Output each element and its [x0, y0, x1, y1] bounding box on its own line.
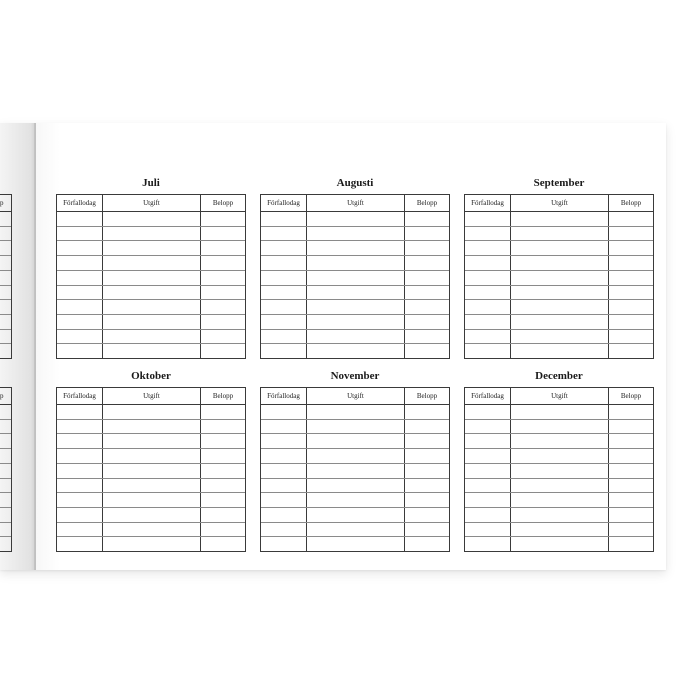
- due-date-cell: [57, 493, 103, 507]
- ledger-row: [261, 434, 449, 449]
- ledger-header-row: [57, 195, 245, 212]
- ledger-row: [465, 315, 653, 330]
- due-date-cell: [465, 212, 511, 226]
- ledger-header-row: [57, 388, 245, 405]
- due-date-cell: [261, 227, 307, 241]
- ledger-row: [261, 212, 449, 227]
- ledger-row: [57, 300, 245, 315]
- ledger-row: [57, 256, 245, 271]
- ledger-row: [465, 212, 653, 227]
- expense-cell: [103, 493, 201, 507]
- due-date-header: Förfallodag: [261, 388, 307, 404]
- expense-cell: [103, 286, 201, 300]
- due-date-header: Förfallodag: [57, 388, 103, 404]
- ledger-table: [56, 194, 246, 359]
- amount-cell: [405, 449, 449, 463]
- expense-cell: [103, 212, 201, 226]
- ledger-row: [465, 523, 653, 538]
- ledger-row: [57, 493, 245, 508]
- ledger-row: [261, 449, 449, 464]
- due-date-cell: [465, 271, 511, 285]
- expense-cell: [511, 523, 609, 537]
- expense-cell: [103, 344, 201, 358]
- due-date-cell: [57, 271, 103, 285]
- amount-cell: [201, 227, 245, 241]
- expense-cell: [511, 300, 609, 314]
- amount-cell: [201, 479, 245, 493]
- amount-cell: [201, 300, 245, 314]
- amount-cell: [201, 344, 245, 358]
- expense-cell: [511, 537, 609, 551]
- amount-cell: [609, 537, 653, 551]
- expense-cell: [307, 315, 405, 329]
- amount-cell: [201, 493, 245, 507]
- expense-cell: [511, 508, 609, 522]
- ledger-header-row: [261, 195, 449, 212]
- ledger-row: [261, 241, 449, 256]
- ledger-row: [57, 227, 245, 242]
- ledger-row: [57, 344, 245, 358]
- due-date-cell: [261, 271, 307, 285]
- due-date-cell: [57, 420, 103, 434]
- ledger-row: [261, 537, 449, 551]
- amount-cell: [405, 464, 449, 478]
- amount-cell: [405, 241, 449, 255]
- expense-cell: [511, 286, 609, 300]
- amount-cell: [609, 286, 653, 300]
- due-date-cell: [261, 420, 307, 434]
- expense-cell: [103, 537, 201, 551]
- month-title: November: [330, 370, 380, 382]
- expense-cell: [307, 300, 405, 314]
- amount-cell: [201, 434, 245, 448]
- left-page-header-fragment: p: [0, 195, 11, 212]
- ledger-row: [57, 479, 245, 494]
- ledger-table: [260, 387, 450, 552]
- due-date-cell: [261, 330, 307, 344]
- amount-cell: [609, 434, 653, 448]
- due-date-cell: [465, 523, 511, 537]
- left-page-ledger-bottom: [0, 387, 12, 552]
- ledger-table: [464, 387, 654, 552]
- expense-header: Utgift: [307, 388, 405, 404]
- amount-cell: [201, 405, 245, 419]
- expense-cell: [307, 479, 405, 493]
- ledger-row: [57, 523, 245, 538]
- expense-header: Utgift: [103, 195, 201, 211]
- amount-cell: [609, 271, 653, 285]
- expense-cell: [103, 315, 201, 329]
- amount-cell: [609, 493, 653, 507]
- due-date-cell: [57, 464, 103, 478]
- left-page-header-fragment: p: [0, 388, 11, 405]
- amount-cell: [405, 256, 449, 270]
- amount-cell: [201, 315, 245, 329]
- amount-cell: [609, 508, 653, 522]
- expense-cell: [307, 286, 405, 300]
- due-date-cell: [57, 479, 103, 493]
- expense-cell: [103, 464, 201, 478]
- due-date-header: Förfallodag: [465, 388, 511, 404]
- month-title: Augusti: [336, 177, 374, 189]
- ledger-row: [261, 405, 449, 420]
- amount-cell: [405, 271, 449, 285]
- ledger-row: [57, 330, 245, 345]
- expense-cell: [511, 256, 609, 270]
- month-title: Juli: [142, 177, 160, 189]
- expense-cell: [103, 434, 201, 448]
- expense-cell: [103, 508, 201, 522]
- expense-cell: [307, 508, 405, 522]
- due-date-cell: [57, 286, 103, 300]
- ledger-row: [465, 271, 653, 286]
- ledger-row: [261, 479, 449, 494]
- amount-cell: [201, 241, 245, 255]
- amount-cell: [201, 449, 245, 463]
- ledger-row: [465, 479, 653, 494]
- ledger-row: [261, 330, 449, 345]
- ledger-row: [261, 344, 449, 358]
- expense-cell: [307, 420, 405, 434]
- amount-cell: [405, 523, 449, 537]
- due-date-cell: [465, 420, 511, 434]
- amount-cell: [405, 286, 449, 300]
- due-date-cell: [57, 508, 103, 522]
- amount-cell: [201, 508, 245, 522]
- ledger-row: [57, 508, 245, 523]
- ledger-row: [261, 315, 449, 330]
- amount-cell: [201, 271, 245, 285]
- expense-header: Utgift: [511, 388, 609, 404]
- due-date-cell: [57, 330, 103, 344]
- expense-cell: [511, 241, 609, 255]
- amount-cell: [201, 330, 245, 344]
- due-date-cell: [261, 449, 307, 463]
- ledger-header-row: [465, 388, 653, 405]
- ledger-row: [57, 212, 245, 227]
- amount-header: Belopp: [416, 199, 438, 207]
- due-date-cell: [465, 405, 511, 419]
- ledger-row: [465, 434, 653, 449]
- month-title: September: [533, 177, 585, 189]
- expense-cell: [307, 434, 405, 448]
- expense-cell: [511, 344, 609, 358]
- expense-cell: [511, 464, 609, 478]
- ledger-row: [57, 464, 245, 479]
- expense-cell: [307, 330, 405, 344]
- due-date-cell: [57, 344, 103, 358]
- amount-cell: [201, 420, 245, 434]
- expense-cell: [307, 537, 405, 551]
- expense-header: Utgift: [307, 195, 405, 211]
- due-date-cell: [57, 523, 103, 537]
- due-date-cell: [261, 315, 307, 329]
- expense-cell: [511, 315, 609, 329]
- amount-cell: [609, 256, 653, 270]
- expense-cell: [307, 212, 405, 226]
- due-date-cell: [261, 537, 307, 551]
- expense-cell: [511, 434, 609, 448]
- expense-cell: [307, 493, 405, 507]
- expense-cell: [511, 271, 609, 285]
- due-date-header: Förfallodag: [57, 195, 103, 211]
- due-date-cell: [261, 464, 307, 478]
- amount-cell: [609, 330, 653, 344]
- expense-cell: [511, 420, 609, 434]
- expense-cell: [307, 523, 405, 537]
- amount-cell: [201, 212, 245, 226]
- month-title: December: [535, 370, 583, 382]
- amount-cell: [609, 405, 653, 419]
- due-date-cell: [465, 479, 511, 493]
- due-date-cell: [465, 464, 511, 478]
- amount-header: Belopp: [416, 392, 438, 400]
- due-date-cell: [465, 241, 511, 255]
- due-date-cell: [57, 449, 103, 463]
- expense-cell: [307, 227, 405, 241]
- ledger-row: [57, 241, 245, 256]
- ledger-row: [465, 344, 653, 358]
- due-date-cell: [465, 344, 511, 358]
- due-date-cell: [465, 449, 511, 463]
- amount-cell: [609, 300, 653, 314]
- ledger-row: [465, 330, 653, 345]
- due-date-cell: [465, 315, 511, 329]
- amount-cell: [609, 344, 653, 358]
- ledger-row: [465, 286, 653, 301]
- expense-cell: [307, 449, 405, 463]
- amount-cell: [201, 537, 245, 551]
- amount-cell: [201, 464, 245, 478]
- due-date-cell: [57, 256, 103, 270]
- expense-cell: [103, 449, 201, 463]
- amount-cell: [609, 449, 653, 463]
- expense-cell: [307, 271, 405, 285]
- ledger-table: [260, 194, 450, 359]
- amount-cell: [609, 241, 653, 255]
- amount-cell: [405, 315, 449, 329]
- due-date-cell: [57, 315, 103, 329]
- ledger-row: [261, 300, 449, 315]
- ledger-row: [465, 256, 653, 271]
- due-date-cell: [261, 344, 307, 358]
- ledger-row: [261, 523, 449, 538]
- expense-header: Utgift: [511, 195, 609, 211]
- due-date-cell: [261, 256, 307, 270]
- amount-header: Belopp: [212, 392, 234, 400]
- ledger-row: [261, 227, 449, 242]
- planner-spread: [0, 123, 666, 570]
- expense-cell: [307, 241, 405, 255]
- due-date-cell: [57, 405, 103, 419]
- ledger-row: [465, 300, 653, 315]
- due-date-cell: [57, 227, 103, 241]
- expense-cell: [103, 241, 201, 255]
- due-date-cell: [261, 300, 307, 314]
- expense-cell: [103, 300, 201, 314]
- ledger-row: [261, 286, 449, 301]
- ledger-row: [465, 227, 653, 242]
- ledger-row: [57, 420, 245, 435]
- due-date-cell: [261, 212, 307, 226]
- expense-cell: [511, 493, 609, 507]
- due-date-cell: [465, 434, 511, 448]
- due-date-header: Förfallodag: [261, 195, 307, 211]
- due-date-cell: [57, 300, 103, 314]
- due-date-cell: [465, 537, 511, 551]
- amount-cell: [405, 537, 449, 551]
- expense-cell: [103, 256, 201, 270]
- expense-cell: [511, 449, 609, 463]
- ledger-row: [261, 256, 449, 271]
- due-date-cell: [261, 434, 307, 448]
- due-date-cell: [465, 330, 511, 344]
- amount-cell: [405, 330, 449, 344]
- expense-cell: [103, 330, 201, 344]
- ledger-row: [57, 286, 245, 301]
- due-date-cell: [261, 508, 307, 522]
- amount-cell: [201, 256, 245, 270]
- ledger-row: [465, 241, 653, 256]
- amount-cell: [201, 286, 245, 300]
- amount-cell: [405, 212, 449, 226]
- expense-cell: [307, 344, 405, 358]
- due-date-cell: [465, 286, 511, 300]
- due-date-cell: [465, 227, 511, 241]
- ledger-header-row: [465, 195, 653, 212]
- expense-cell: [103, 420, 201, 434]
- due-date-cell: [261, 405, 307, 419]
- amount-header: Belopp: [212, 199, 234, 207]
- expense-cell: [103, 405, 201, 419]
- due-date-cell: [465, 508, 511, 522]
- ledger-row: [261, 420, 449, 435]
- expense-cell: [307, 405, 405, 419]
- ledger-header-row: [261, 388, 449, 405]
- expense-cell: [307, 256, 405, 270]
- due-date-header: Förfallodag: [465, 195, 511, 211]
- amount-header: Belopp: [620, 199, 642, 207]
- amount-cell: [405, 493, 449, 507]
- ledger-row: [465, 493, 653, 508]
- left-page: [0, 123, 36, 570]
- ledger-table: [56, 387, 246, 552]
- amount-cell: [405, 227, 449, 241]
- amount-cell: [609, 420, 653, 434]
- ledger-row: [57, 405, 245, 420]
- ledger-row: [465, 449, 653, 464]
- ledger-row: [57, 315, 245, 330]
- expense-cell: [511, 405, 609, 419]
- page-fold: [34, 123, 36, 570]
- expense-cell: [511, 479, 609, 493]
- due-date-cell: [261, 523, 307, 537]
- expense-cell: [511, 212, 609, 226]
- due-date-cell: [261, 286, 307, 300]
- ledger-row: [465, 508, 653, 523]
- expense-cell: [511, 330, 609, 344]
- due-date-cell: [465, 256, 511, 270]
- amount-cell: [405, 344, 449, 358]
- amount-cell: [405, 434, 449, 448]
- expense-cell: [103, 479, 201, 493]
- amount-cell: [609, 523, 653, 537]
- ledger-row: [465, 464, 653, 479]
- ledger-row: [57, 449, 245, 464]
- expense-cell: [103, 523, 201, 537]
- ledger-row: [465, 405, 653, 420]
- month-title: Oktober: [131, 370, 171, 382]
- due-date-cell: [465, 493, 511, 507]
- ledger-row: [465, 420, 653, 435]
- amount-header: Belopp: [620, 392, 642, 400]
- due-date-cell: [57, 241, 103, 255]
- amount-cell: [405, 508, 449, 522]
- amount-cell: [609, 479, 653, 493]
- ledger-row: [261, 493, 449, 508]
- due-date-cell: [57, 434, 103, 448]
- due-date-cell: [57, 537, 103, 551]
- amount-cell: [405, 420, 449, 434]
- amount-cell: [609, 212, 653, 226]
- expense-header: Utgift: [103, 388, 201, 404]
- ledger-table: [464, 194, 654, 359]
- ledger-row: [261, 464, 449, 479]
- due-date-cell: [57, 212, 103, 226]
- amount-cell: [405, 405, 449, 419]
- ledger-row: [261, 508, 449, 523]
- due-date-cell: [465, 300, 511, 314]
- ledger-row: [465, 537, 653, 551]
- ledger-row: [57, 271, 245, 286]
- due-date-cell: [261, 493, 307, 507]
- amount-cell: [405, 300, 449, 314]
- expense-cell: [103, 271, 201, 285]
- left-page-ledger-top: [0, 194, 12, 359]
- amount-cell: [405, 479, 449, 493]
- amount-cell: [609, 464, 653, 478]
- amount-cell: [609, 315, 653, 329]
- expense-cell: [307, 464, 405, 478]
- amount-cell: [609, 227, 653, 241]
- ledger-row: [261, 271, 449, 286]
- expense-cell: [103, 227, 201, 241]
- due-date-cell: [261, 241, 307, 255]
- ledger-row: [57, 537, 245, 551]
- expense-cell: [511, 227, 609, 241]
- due-date-cell: [261, 479, 307, 493]
- ledger-row: [57, 434, 245, 449]
- amount-cell: [201, 523, 245, 537]
